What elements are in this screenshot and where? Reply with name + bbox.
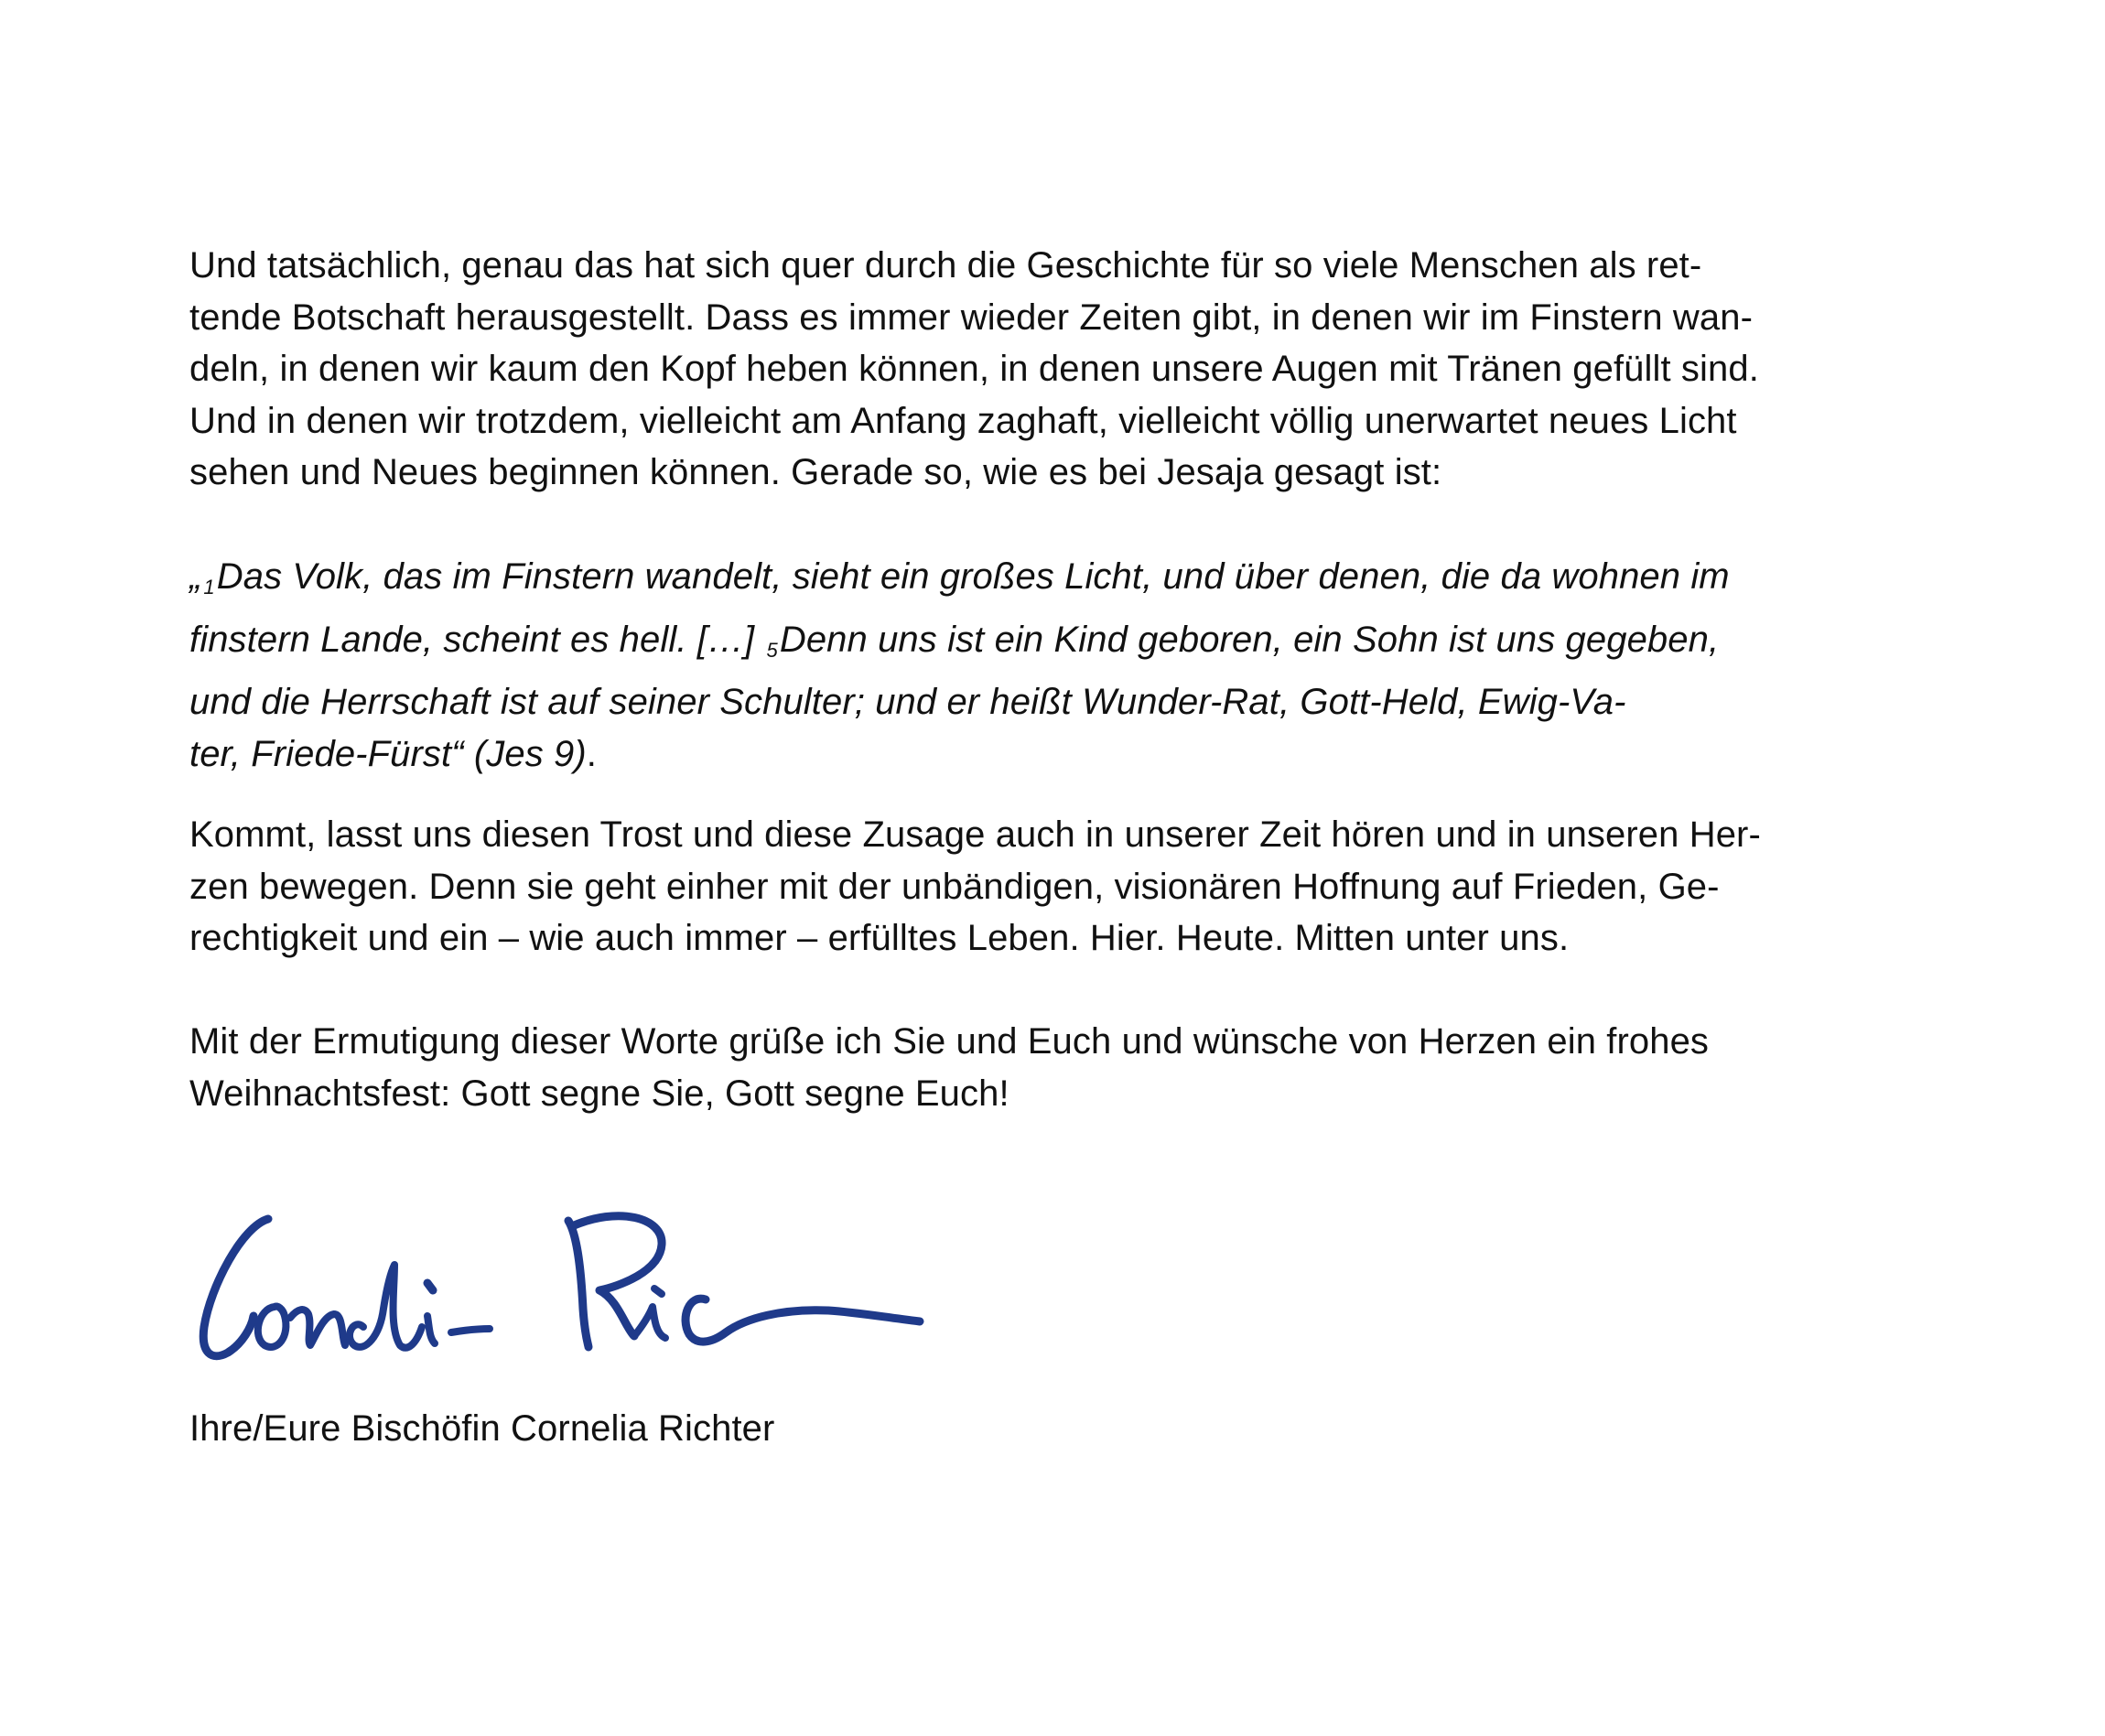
signature-stroke — [451, 1329, 490, 1332]
signature-stroke — [568, 1221, 588, 1347]
signature-line — [189, 1403, 1928, 1455]
quote-text: Denn uns ist ein Kind geboren, ein Sohn ist uns gegeben, — [779, 619, 1720, 660]
quote-line — [189, 728, 1928, 781]
text-line: deln, in denen wir kaum den Kopf heben können, in denen unsere Augen mit Tränen gefüllt sind. — [189, 349, 1759, 389]
signature-stroke — [685, 1299, 920, 1342]
text-line: tende Botschaft herausgestellt. Dass es immer wieder Zeiten gibt, in denen wir im Finstern wan- — [189, 297, 1754, 338]
quote-line: und die Herrschaft ist auf seiner Schulter; und er heißt Wunder-Rat, Gott-Held, Ewig-Va- — [189, 682, 1626, 722]
quote-text: finstern Lande, scheint es hell. […] — [189, 619, 765, 660]
verse-number: 5 — [766, 638, 778, 662]
paragraph-encouragement — [189, 809, 1928, 965]
handwritten-signature — [188, 1199, 947, 1368]
text-line: sehen und Neues beginnen können. Gerade so, wie es bei Jesaja gesagt ist: — [189, 452, 1442, 492]
paragraph-greeting — [189, 1016, 1928, 1119]
quote-period: . — [586, 733, 598, 774]
text-line: Weihnachtsfest: Gott segne Sie, Gott segne Euch! — [189, 1073, 1009, 1114]
text-line: Und tatsächlich, genau das hat sich quer durch die Geschichte für so viele Menschen als ret- — [189, 245, 1702, 286]
quote-text: Das Volk, das im Finstern wandelt, sieht ein großes Licht, und über denen, die da wohnen im — [216, 556, 1730, 597]
signer-name: Ihre/Eure Bischöfin Cornelia Richter — [189, 1408, 775, 1449]
signature-stroke — [634, 1307, 665, 1338]
text-line: Kommt, lasst uns diesen Trost und diese Zusage auch in unserer Zeit hören und in unseren Her- — [189, 814, 1761, 855]
verse-number: 1 — [203, 576, 215, 598]
text-line: zen bewegen. Denn sie geht einher mit der unbändigen, visionären Hoffnung auf Frieden, Ge- — [189, 866, 1720, 907]
paragraph-intro — [189, 240, 1928, 499]
quote-line — [189, 614, 1928, 677]
text-line: Und in denen wir trotzdem, vielleicht am Anfang zaghaft, vielleicht völlig unerwartet neues Licht — [189, 400, 1737, 441]
bible-quote — [189, 551, 1928, 780]
signature-stroke — [427, 1316, 435, 1343]
quote-text: ter, Friede-Fürst“ (Jes 9) — [189, 733, 587, 774]
signature-stroke — [427, 1283, 433, 1290]
signature-stroke — [258, 1306, 286, 1346]
signature-stroke — [290, 1310, 345, 1345]
text-line: Mit der Ermutigung dieser Worte grüße ich Sie und Euch und wünsche von Herzen ein frohes — [189, 1021, 1710, 1062]
quote-line — [189, 551, 1928, 614]
quote-open-mark: „ — [189, 556, 202, 597]
text-line: rechtigkeit und ein – wie auch immer – erfülltes Leben. Hier. Heute. Mitten unter uns. — [189, 918, 1570, 958]
signature-stroke — [350, 1265, 422, 1348]
signature-stroke — [654, 1289, 662, 1294]
